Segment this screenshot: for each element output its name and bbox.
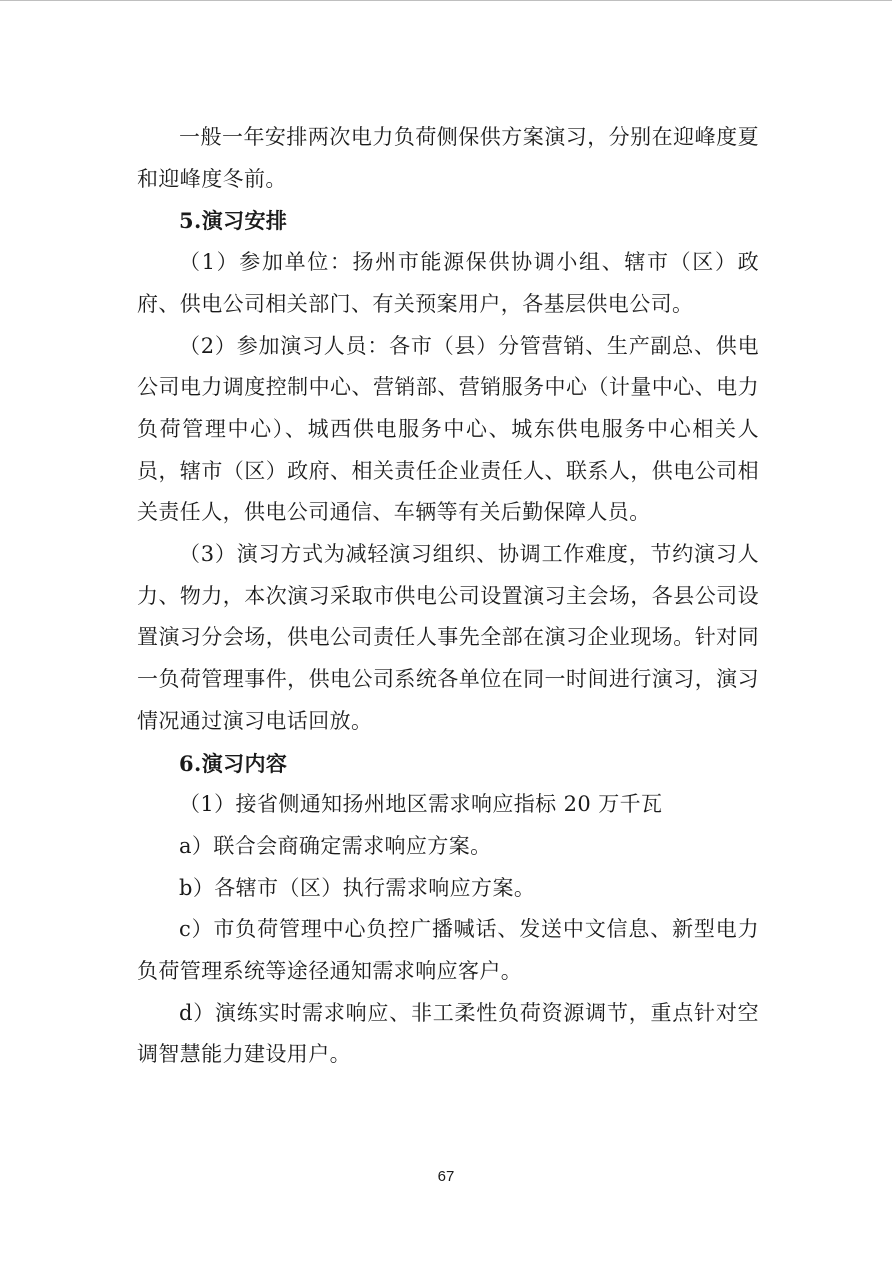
list-item-b: b）各辖市（区）执行需求响应方案。 [179,875,536,900]
paragraph-intro: 一般一年安排两次电力负荷侧保供方案演习，分别在迎峰度夏和迎峰度冬前。 [137,125,759,191]
list-item-a: a）联合会商确定需求响应方案。 [179,833,492,858]
paragraph-drill-method: （3）演习方式为减轻演习组织、协调工作难度，节约演习人力、物力，本次演习采取市供电公司设置演习主会场，各县公司设置演习分会场，供电公司责任人事先全部在演习企业现场。针对同一负荷管理事件，供电公司系统各单位在同一时间进行演习，演习情况通过演习电话回放。 [137,542,759,733]
list-item-d: d）演练实时需求响应、非工柔性负荷资源调节，重点针对空调智慧能力建设用户。 [137,1000,759,1067]
document-body [137,117,759,1076]
page-number: 67 [437,1168,455,1185]
paragraph-participating-units: （1）参加单位：扬州市能源保供协调小组、辖市（区）政府、供电公司相关部门、有关预案用户，各基层供电公司。 [137,250,759,316]
section-heading-6: 6.演习内容 [179,750,288,776]
paragraph-participating-personnel: （2）参加演习人员：各市（县）分管营销、生产副总、供电公司电力调度控制中心、营销部、营销服务中心（计量中心、电力负荷管理中心）、城西供电服务中心、城东供电服务中心相关人员，辖市（区）政府、相关责任企业责任人、联系人，供电公司相关责任人，供电公司通信、车辆等有关后勤保障人员。 [137,333,759,525]
paragraph-provincial-notice: （1）接省侧通知扬州地区需求响应指标 20 万千瓦 [179,792,663,817]
section-heading-5: 5.演习安排 [179,208,288,234]
list-item-c: c）市负荷管理中心负控广播喊话、发送中文信息、新型电力负荷管理系统等途径通知需求响应客户。 [137,917,759,984]
